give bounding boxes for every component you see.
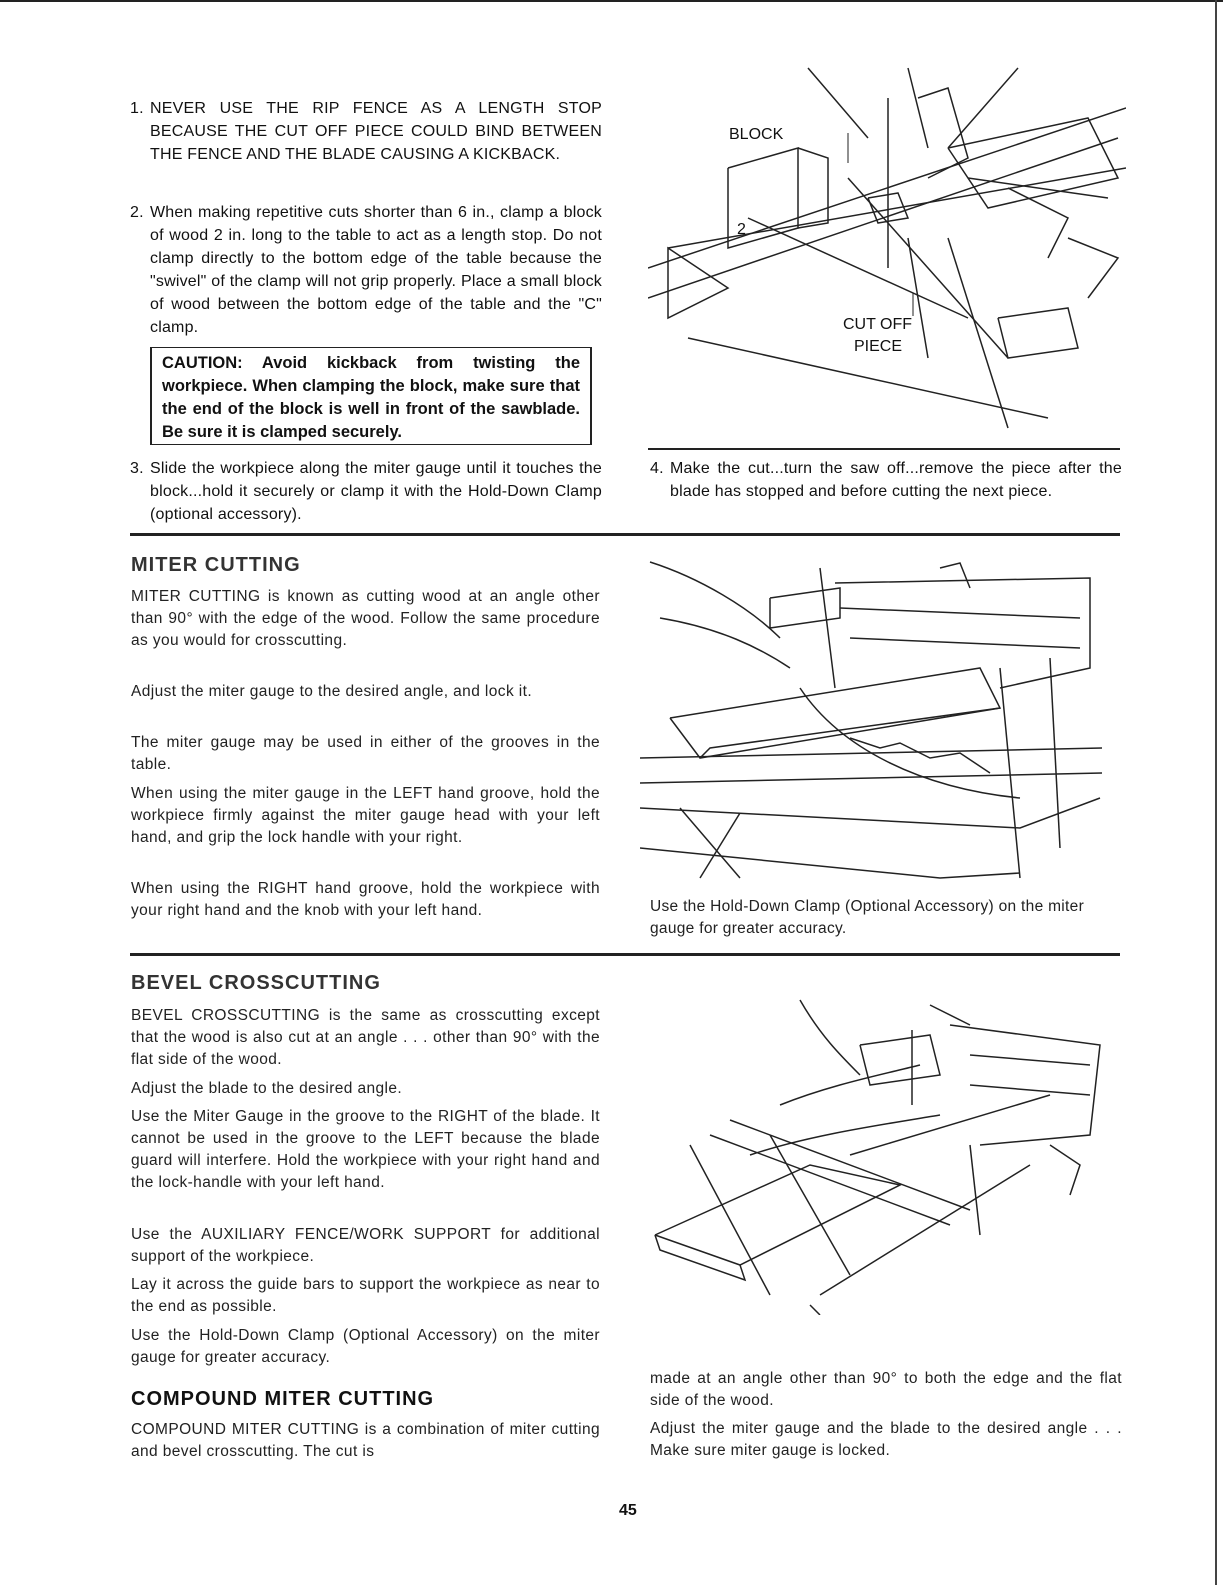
step-2: [130, 201, 602, 339]
bevel-paragraph-2: Adjust the blade to the desired angle.: [131, 1080, 403, 1097]
label-block: BLOCK: [729, 126, 784, 143]
step-text: Slide the workpiece along the miter gauge until it touches the block...hold it securely or clamp it with the Hold-Down Clamp (optional accessory).: [150, 460, 602, 523]
figure-bevel-crosscutting: [650, 995, 1112, 1315]
figure-3-illustration: [650, 995, 1112, 1315]
figure-1-rule: [648, 448, 1120, 450]
step-text: Make the cut...turn the saw off...remove the piece after the blade has stopped and before cutting the next piece.: [670, 460, 1122, 500]
label-two: 2: [737, 221, 746, 238]
miter-figure-caption: Use the Hold-Down Clamp (Optional Accessory) on the miter gauge for greater accuracy.: [650, 898, 1085, 937]
miter-paragraph-1: MITER CUTTING is known as cutting wood at an angle other than 90° with the edge of the wood. Follow the same procedure as you would for crosscutting.: [131, 588, 600, 649]
compound-miter-heading: COMPOUND MITER CUTTING: [131, 1388, 435, 1410]
bevel-crosscutting-heading: BEVEL CROSSCUTTING: [131, 972, 381, 994]
miter-paragraph-3: The miter gauge may be used in either of the grooves in the table.: [131, 734, 600, 773]
miter-paragraph-2: Adjust the miter gauge to the desired angle, and lock it.: [131, 683, 533, 700]
section-rule-2: [130, 953, 1120, 956]
section-rule-1: [130, 533, 1120, 536]
label-piece: PIECE: [854, 338, 903, 355]
miter-paragraph-4: When using the miter gauge in the LEFT hand groove, hold the workpiece firmly against the miter gauge head with your left hand, and grip the lock handle with your right.: [131, 785, 600, 846]
step-number: 4.: [650, 460, 664, 477]
step-1: [130, 97, 602, 166]
figure-1-illustration: [648, 58, 1126, 450]
step-number: 2.: [130, 204, 144, 221]
figure-block-length-stop: [648, 58, 1126, 450]
compound-paragraph-right-1: made at an angle other than 90° to both the edge and the flat side of the wood.: [650, 1370, 1122, 1409]
bevel-paragraph-5: Lay it across the guide bars to support the workpiece as near to the end as possible.: [131, 1276, 600, 1315]
bevel-paragraph-1: BEVEL CROSSCUTTING is the same as crosscutting except that the wood is also cut at an angle . . . other than 90° with the flat side of the wood.: [131, 1007, 600, 1068]
figure-miter-cutting: [640, 548, 1102, 890]
step-number: 1.: [130, 100, 144, 117]
figure-2-illustration: [640, 548, 1102, 890]
miter-paragraph-5: When using the RIGHT hand groove, hold the workpiece with your right hand and the knob with your left hand.: [131, 880, 600, 919]
compound-paragraph-left: COMPOUND MITER CUTTING is a combination of miter cutting and bevel crosscutting. The cut is: [131, 1421, 600, 1460]
step-3: [130, 457, 602, 526]
page-number: 45: [619, 1502, 637, 1519]
step-4: [650, 457, 1122, 503]
bevel-paragraph-3: Use the Miter Gauge in the groove to the RIGHT of the blade. It cannot be used in the groove to the LEFT because the blade guard will interfere. Hold the workpiece with your right hand and the lock-handle with your left hand.: [131, 1108, 600, 1191]
step-number: 3.: [130, 460, 144, 477]
page-right-border: [1215, 0, 1217, 1585]
page-top-border: [0, 0, 1223, 2]
label-cut-off: CUT OFF: [843, 316, 913, 333]
bevel-paragraph-4: Use the AUXILIARY FENCE/WORK SUPPORT for additional support of the workpiece.: [131, 1226, 600, 1265]
caution-box: CAUTION: Avoid kickback from twisting the workpiece. When clamping the block, make sure that the end of the block is well in front of the sawblade. Be sure it is clamped securely.: [150, 347, 592, 445]
step-text: When making repetitive cuts shorter than 6 in., clamp a block of wood 2 in. long to the table to act as a length stop. Do not clamp directly to the bottom edge of the table because the "swivel" of the clamp will not grip properly. Place a small block of wood between the bottom edge of the table and the "C" clamp.: [150, 204, 602, 336]
miter-cutting-heading: MITER CUTTING: [131, 554, 301, 576]
bevel-paragraph-6: Use the Hold-Down Clamp (Optional Accessory) on the miter gauge for greater accuracy.: [131, 1327, 600, 1366]
step-text: NEVER USE THE RIP FENCE AS A LENGTH STOP BECAUSE THE CUT OFF PIECE COULD BIND BETWEEN THE FENCE AND THE BLADE CAUSING A KICKBACK.: [150, 100, 602, 163]
compound-paragraph-right-2: Adjust the miter gauge and the blade to the desired angle . . . Make sure miter gauge is locked.: [650, 1420, 1122, 1459]
